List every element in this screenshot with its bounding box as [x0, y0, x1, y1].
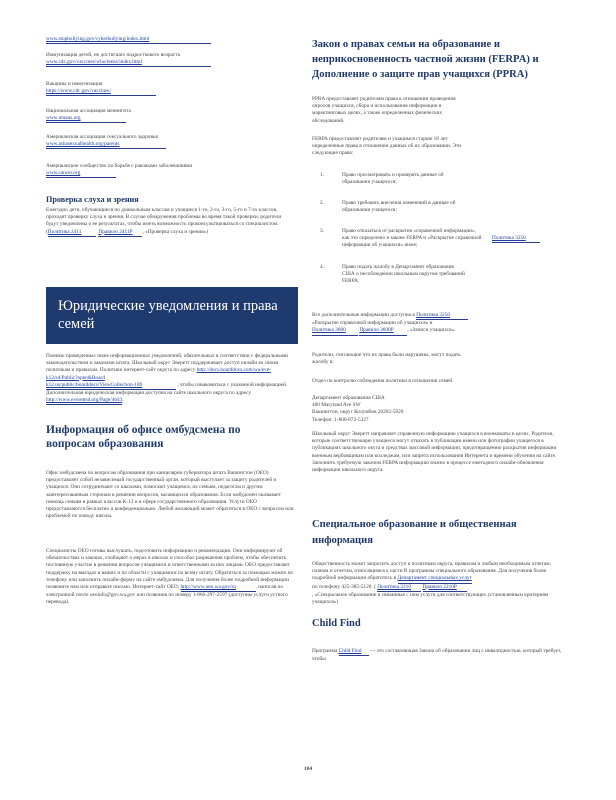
address-line: Вашингтон, округ Колумбия 20202-5920 [312, 409, 404, 416]
cancer-title: Американское сообщество по борьбе с раковыми заболеваниями [46, 163, 193, 169]
ferpa-right-item [320, 172, 560, 200]
legal-body-tail: . [122, 397, 124, 404]
legal-body-text-2: , чтобы ознакомиться с указанной информацией. Дополнительная юридическая информация доступна на сайте школьного округа по адресу [46, 381, 288, 397]
ferpa-right-number: 1. [320, 172, 324, 178]
ferpa-p3 [312, 312, 542, 336]
legal-link-1b[interactable]: k12.us/public/boarddocs/ViewCollection-189 [46, 382, 176, 390]
meningitis-block [46, 108, 304, 123]
special-link[interactable]: Департамент специальных услуг [398, 575, 472, 583]
ferpa-p4: Родители, считающие что их права были нарушены, могут подать жалобу в: [312, 352, 461, 366]
hearing-body-text: Ежегодно дети, обучающиеся по дошкольным классам и учащиеся 1-го, 2-го, 3-го, 5-го и 7-го классов, проходят проверку слуха и зрения. В случае обнаружения проблемы во время такой проверки, родители будут уведомлены о ее результатах, чтобы иметь возможность проконсультироваться со специалистом. [46, 207, 282, 228]
childfind-body-text-b: — это составляющая Закона об образовании лиц с инвалидностью, который требует, чтобы [312, 648, 562, 663]
ferpa-right-item [320, 264, 560, 294]
vaccines-link[interactable]: https://www.cdc.gov/vaccines/ [46, 88, 156, 96]
ferpa-p3-ref2[interactable]: Политика 3600 [312, 327, 358, 335]
meningitis-link[interactable]: www.nmaus.org [46, 115, 126, 123]
hearing-ref-open: ( [46, 228, 48, 235]
ombuds-link[interactable]: http://www.oeo.wa.gov/ru [181, 584, 256, 592]
sexual-health-link[interactable]: www.ashasexualhealth.org/parents [46, 141, 166, 149]
ferpa-right-text: Право просматривать и проверять данные об образовании учащегося; [342, 172, 444, 186]
ferpa-rights-list [320, 172, 560, 294]
hearing-body [46, 207, 294, 237]
legal-body-text: Помимо приведенных ниже информационных уведомлений, обязательных в соответствии с федеральными законодательством и законами штата, Школьный округ Эверетт поддерживает доступ онлайн ко своим политикам и правилам. Политики интернет-сайт округа по адресу [46, 353, 289, 374]
ferpa-address [312, 395, 512, 424]
cancer-link[interactable]: www.cancer.org [46, 170, 116, 178]
ombuds-title: Информация об офисе омбудсмена по вопросам образования [46, 424, 241, 450]
sexual-health-block [46, 134, 304, 149]
ferpa-p3-tail: , «Записи учащихся». [407, 327, 456, 334]
ferpa-title: Закон о правах семьи на образование и неприкосновенность частной жизни (FERPA) и Дополнение о защите прав учащихся (PPRA) [312, 39, 539, 80]
legal-banner [46, 287, 298, 344]
special-title: Специальное образование и общественная информация [312, 519, 517, 546]
childfind-body-text: Программа [312, 648, 338, 654]
ferpa-right-text: Право подать жалобу в Департамент образования США о несоблюдении школьным округом требований FERPA. [342, 264, 465, 285]
childfind-link[interactable]: Child Find [339, 648, 369, 656]
immunization-link[interactable]: www.cdc.gov/vaccines/who/teens/index.html [46, 59, 211, 67]
ferpa-right-number: 4. [320, 264, 324, 270]
legal-banner-title: Юридические уведомления и права семей [58, 298, 278, 332]
ferpa-p6: Школьный округ Эверетт направляет справочную информацию учащихся в военкоматы в целях. Родители, которые соответствующие учащиеся могут отказать в публикации имени или фотографии учащегося в публикациях школьного окуга и средствах массовой информации, предотвращению раскрытия информации военным вербовщикам или колледжам, или запрета использования Интернета и времени обучения на сайте. Заполнить требуемую законом FERPA информацию можно в процессе ежегодного онлайн-обновления информации школьного округа. [312, 431, 557, 474]
hearing-title: Проверка слуха и зрения [46, 195, 139, 204]
ferpa-right-text: Право отказаться от раскрытия «справочной информации», как это определено в законе FERPA и «Раскрытие справочной информации об учащихся» ниже; [342, 228, 482, 249]
special-body-text: Общественность может запросить доступ к политикам округа, правилам и любым необходимым отчетам, планам и отчетам, относящимся к части В программы специального образования. Для получения более подробной информации обратитесь в [312, 561, 551, 582]
special-body [312, 561, 562, 606]
immunization-title: Иммунизация детей, не достигших подросткового возраста [46, 52, 180, 58]
ombuds-p2-text: Специалисты OEO готовы выслушать, подготовить информацию и рекомендации. Они информируют об обязательствах и законах, сообщают о мерах в школах и способах разрешения проблем, чтобы обеспечить постоянную участие в решении вопросов учащимися и ответственными за них лицами. OEO предоставляет поддержку на выездах в ваших и по области с учащимися по всему штату. Обратиться за помощью можно по телефону или заполнить онлайн-форму на сайте омбудсмена. Для получения более подробной информации позвоните нам или отправьте письмо. Интернет-сайт OEO: [46, 548, 294, 591]
special-ref1[interactable]: Политика 2210 [377, 584, 421, 592]
cyberbullying-link[interactable]: www.stopbullying.gov/cyberbullying/index.html [46, 36, 211, 44]
childfind-title: Child Find [312, 618, 361, 629]
ferpa-p3-text-b: «Раскрытие справочной информации об учащихся» и [312, 320, 433, 327]
ferpa-p2: FERPA предоставляет родителям и учащимся старше 18 лет определенные права в отношении данных об их образовании. Эти следующие права: [312, 136, 462, 157]
hearing-ref-tail: , «Проверка слуха и зрения») [142, 228, 209, 235]
ferpa-right-item [320, 228, 560, 264]
address-line: Департамент образования США [312, 395, 385, 401]
legal-link-1[interactable]: http://docs.boarddocs.com/wa/eve-k12/sd/Public?open&Board [46, 367, 271, 381]
ferpa-p3-text: Все дополнительные информации доступна в [312, 312, 415, 318]
ferpa-right-number: 2. [320, 200, 324, 206]
legal-body [46, 353, 291, 405]
ferpa-right-text: Право требовать внесения изменений в данные об образовании учащегося; [342, 200, 456, 214]
ferpa-p5: Отдел по контролю соблюдения политики в отношении семей [312, 378, 453, 384]
ferpa-p1: PPRA предоставляет родителям права в отношении проведения опросов учащихся, сбора и использования информации в маркетинговых целях, а также определенных физических обследований. [312, 96, 456, 124]
ferpa-item3-ref[interactable]: Политика 3250 [492, 235, 540, 243]
ombuds-p2 [46, 548, 296, 607]
cancer-block [46, 163, 304, 178]
vaccines-block [46, 81, 304, 96]
ombuds-p2-tail: , написав по электронной почте oeoinfo@gov.wa.gov или позвонив по номеру 1-866-297-2597 (доступны услуги устного перевода). [46, 584, 288, 606]
hearing-ref-rule[interactable]: Правило 2411P [98, 229, 142, 237]
special-body-tail: , «Специальное образование и связанные с ним услуги для соответствующих установленным критериям учащихся») [312, 591, 549, 606]
ferpa-p3-ref1[interactable]: Политика 3250 [416, 312, 468, 320]
ferpa-right-item [320, 200, 560, 228]
special-body-text-b: по телефону 425-385-5120. ( [312, 583, 376, 590]
ferpa-p3-ref3[interactable]: Правило 3600P [359, 327, 407, 335]
ferpa-right-number: 3. [320, 228, 324, 234]
address-line: 400 Maryland Ave SW [312, 402, 361, 409]
immunization-block [46, 52, 304, 67]
cyberbullying-link-block [46, 36, 216, 44]
sexual-health-title: Американская ассоциация сексуального здоровья [46, 134, 158, 140]
ombuds-p1: Офис омбудсмена по вопросам образования при канцелярии губернатора штата Вашингтон (OEO) предоставляет собой независимый государственный орган, который выступает за защиту родителей и учащихся. Они сотрудничают со школами, помогают учащимся, их семьям, педагогам и другим заинтересованным сторонам в решении вопросов, касающихся образования. Если омбудсмен оказывает помощь семьям в рамках классов K-12 и в сфере государственного образования. Услуги OEO предоставляются бесплатно и конфиденциально. Любой желающий может обратиться в OEO с вопросом или проблемой по поводу школы. [46, 470, 294, 520]
page-number: 104 [303, 766, 313, 772]
hearing-ref-policy[interactable]: Политика 2411 [48, 229, 96, 237]
meningitis-title: Национальная ассоциация менингита [46, 108, 131, 114]
childfind-body [312, 648, 562, 663]
legal-link-2[interactable]: http://www.everettsd.org/Page/4643 [46, 397, 122, 405]
vaccines-title: Вакцины и иммунизация [46, 81, 103, 87]
special-ref2[interactable]: Правило 2210P [423, 584, 467, 592]
address-line: Телефон: 1-800-872-5327 [312, 416, 369, 423]
